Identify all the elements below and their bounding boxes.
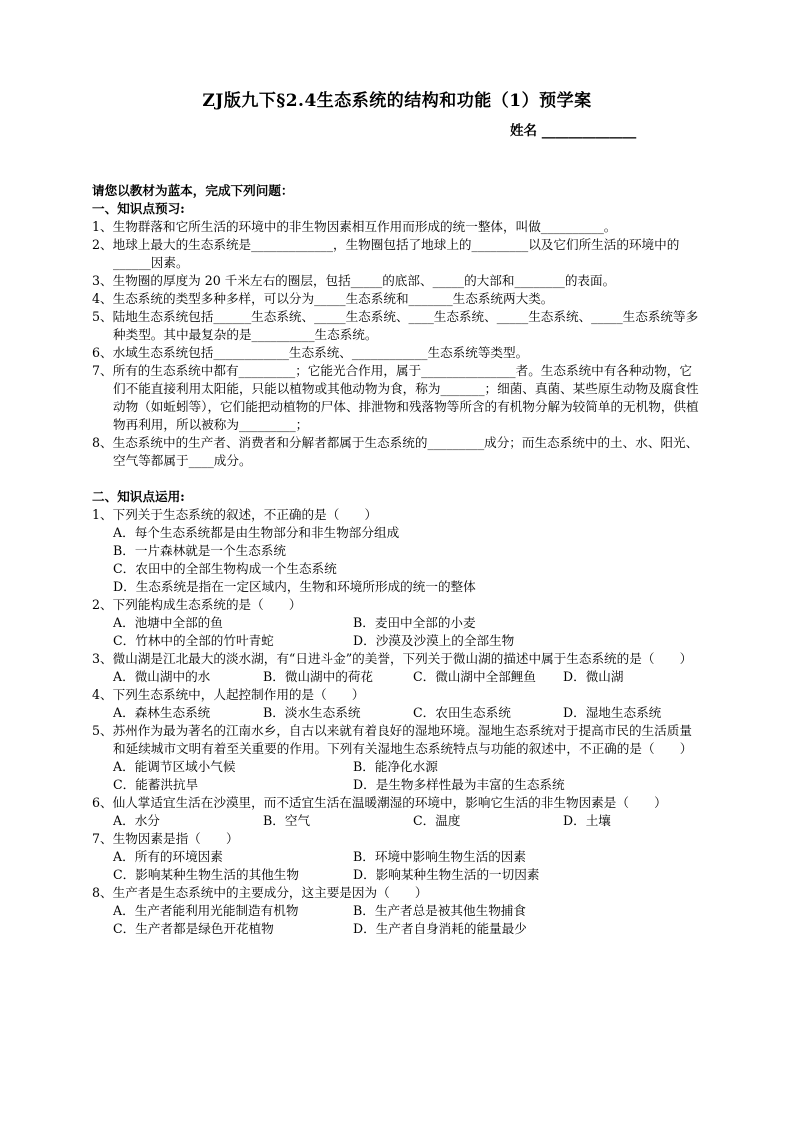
options-row — [92, 704, 704, 722]
options-row — [92, 920, 704, 938]
preview-item: 5、陆地生态系统包括______生态系统、_____生态系统、____生态系统、_____生态系统、_____生态系统等多种类型。其中最复杂的是__________生态系统。 — [92, 309, 699, 342]
answer-option: A．微山湖中的水 — [113, 669, 211, 684]
question-stem: 3、微山湖是江北最大的淡水湖，有“日进斗金”的美誉，下列关于微山湖的描述中属于生态系统的是（ ） — [92, 651, 693, 666]
answer-option: D．是生物多样性最为丰富的生态系统 — [353, 777, 565, 792]
answer-option: D．生态系统是指在一定区域内，生物和环境所形成的统一的整体 — [113, 579, 476, 594]
options-row — [92, 758, 704, 776]
preview-item: 2、地球上最大的生态系统是_____________，生物圈包括了地球上的_________以及它们所生活的环境中的______因素。 — [92, 237, 680, 270]
answer-option: A．能调节区域小气候 — [113, 759, 236, 774]
answer-option: D．土壤 — [563, 813, 611, 828]
answer-option: C．微山湖中全部鲤鱼 — [413, 669, 536, 684]
answer-option: B．生产者总是被其他生物捕食 — [353, 903, 526, 918]
section-spacer — [92, 470, 704, 488]
section-2-title: 二、知识点运用: — [92, 489, 185, 504]
answer-option: B．能净化水源 — [353, 759, 438, 774]
worksheet-content — [92, 182, 704, 938]
answer-option: C．温度 — [413, 813, 461, 828]
answer-option: C．影响某种生物生活的其他生物 — [113, 867, 299, 882]
answer-option: B．麦田中全部的小麦 — [353, 615, 476, 630]
question-stem: 7、生物因素是指（ ） — [92, 831, 239, 846]
answer-option: B．空气 — [263, 813, 311, 828]
question-stem: 8、生产者是生态系统中的主要成分，这主要是因为（ ） — [92, 885, 428, 900]
answer-option: D．影响某种生物生活的一切因素 — [353, 867, 540, 882]
options-row — [92, 632, 704, 650]
name-field-label: 姓名 ______________ — [510, 123, 637, 139]
answer-option: C．生产者都是绿色开花植物 — [113, 921, 274, 936]
answer-option: C．农田生态系统 — [413, 705, 511, 720]
answer-option: B．淡水生态系统 — [263, 705, 361, 720]
preview-item: 4、生态系统的类型多种多样，可以分为_____生态系统和_______生态系统两大类。 — [92, 291, 554, 306]
preview-item: 6、水域生态系统包括____________生态系统、____________生态系统等类型。 — [92, 345, 529, 360]
options-row — [92, 614, 704, 632]
question-stem: 6、仙人掌适宜生活在沙漠里，而不适宜生活在温暖潮湿的环境中，影响它生活的非生物因素是（ ） — [92, 795, 667, 810]
answer-option: B．一片森林就是一个生态系统 — [113, 543, 286, 558]
options-row — [92, 776, 704, 794]
question-stem: 1、下列关于生态系统的叙述，不正确的是（ ） — [92, 507, 378, 522]
answer-option: A．水分 — [113, 813, 160, 828]
question-stem: 5、苏州作为最为著名的江南水乡，自古以来就有着良好的湿地环境。湿地生态系统对于提高市民的生活质量和延续城市文明有着至关重要的作用。下列有关湿地生态系统特点与功能的叙述中，不正确的是（ ） — [92, 723, 693, 756]
options-row — [92, 668, 704, 686]
answer-option: D．湿地生态系统 — [563, 705, 662, 720]
answer-option: A．每个生态系统都是由生物部分和非生物部分组成 — [113, 525, 400, 540]
answer-option: A．所有的环境因素 — [113, 849, 223, 864]
section-1-title: 一、知识点预习: — [92, 201, 185, 216]
answer-option: B．环境中影响生物生活的因素 — [353, 849, 526, 864]
question-stem: 2、下列能构成生态系统的是（ ） — [92, 597, 302, 612]
preview-item: 1、生物群落和它所生活的环境中的非生物因素相互作用而形成的统一整体，叫做__________。 — [92, 219, 617, 234]
answer-option: D．沙漠及沙漠上的全部生物 — [353, 633, 515, 648]
preview-item: 3、生物圈的厚度为 20 千米左右的圈层，包括_____的底部、_____的大部和________的表面。 — [92, 273, 616, 288]
options-row — [92, 902, 704, 920]
answer-option: A．生产者能利用光能制造有机物 — [113, 903, 299, 918]
answer-option: B．微山湖中的荷花 — [263, 669, 374, 684]
options-row — [92, 866, 704, 884]
answer-option: A．森林生态系统 — [113, 705, 211, 720]
question-stem: 4、下列生态系统中，人起控制作用的是（ ） — [92, 687, 365, 702]
preview-item: 8、生态系统中的生产者、消费者和分解者都属于生态系统的_________成分；而生态系统中的土、水、阳光、空气等都属于____成分。 — [92, 435, 699, 468]
answer-option: C．竹林中的全部的竹叶青蛇 — [113, 633, 274, 648]
answer-option: A．池塘中全部的鱼 — [113, 615, 223, 630]
instructions: 请您以教材为蓝本，完成下列问题： — [92, 183, 294, 198]
answer-option: D．微山湖 — [563, 669, 624, 684]
preview-item: 7、所有的生态系统中都有_________；它能光合作用，属于_______________者。生态系统中有各种动物，它们不能直接利用太阳能，只能以植物或其他动物为食，称为_______；细菌、真菌、某些原生动物及腐食性动物（如蚯蚓等），它们能把动植物的尸体、排泄物和残落物等所含的有机物分解为较简单的无机物，供植物再利用，所以被称为_________； — [92, 363, 699, 432]
page-title: ZJ版九下§2.4生态系统的结构和功能（1）预学案 — [202, 91, 592, 111]
answer-option: C．农田中的全部生物构成一个生态系统 — [113, 561, 337, 576]
options-row — [92, 848, 704, 866]
answer-option: D．生产者自身消耗的能量最少 — [353, 921, 527, 936]
answer-option: C．能蓄洪抗旱 — [113, 777, 199, 792]
options-row — [92, 812, 704, 830]
